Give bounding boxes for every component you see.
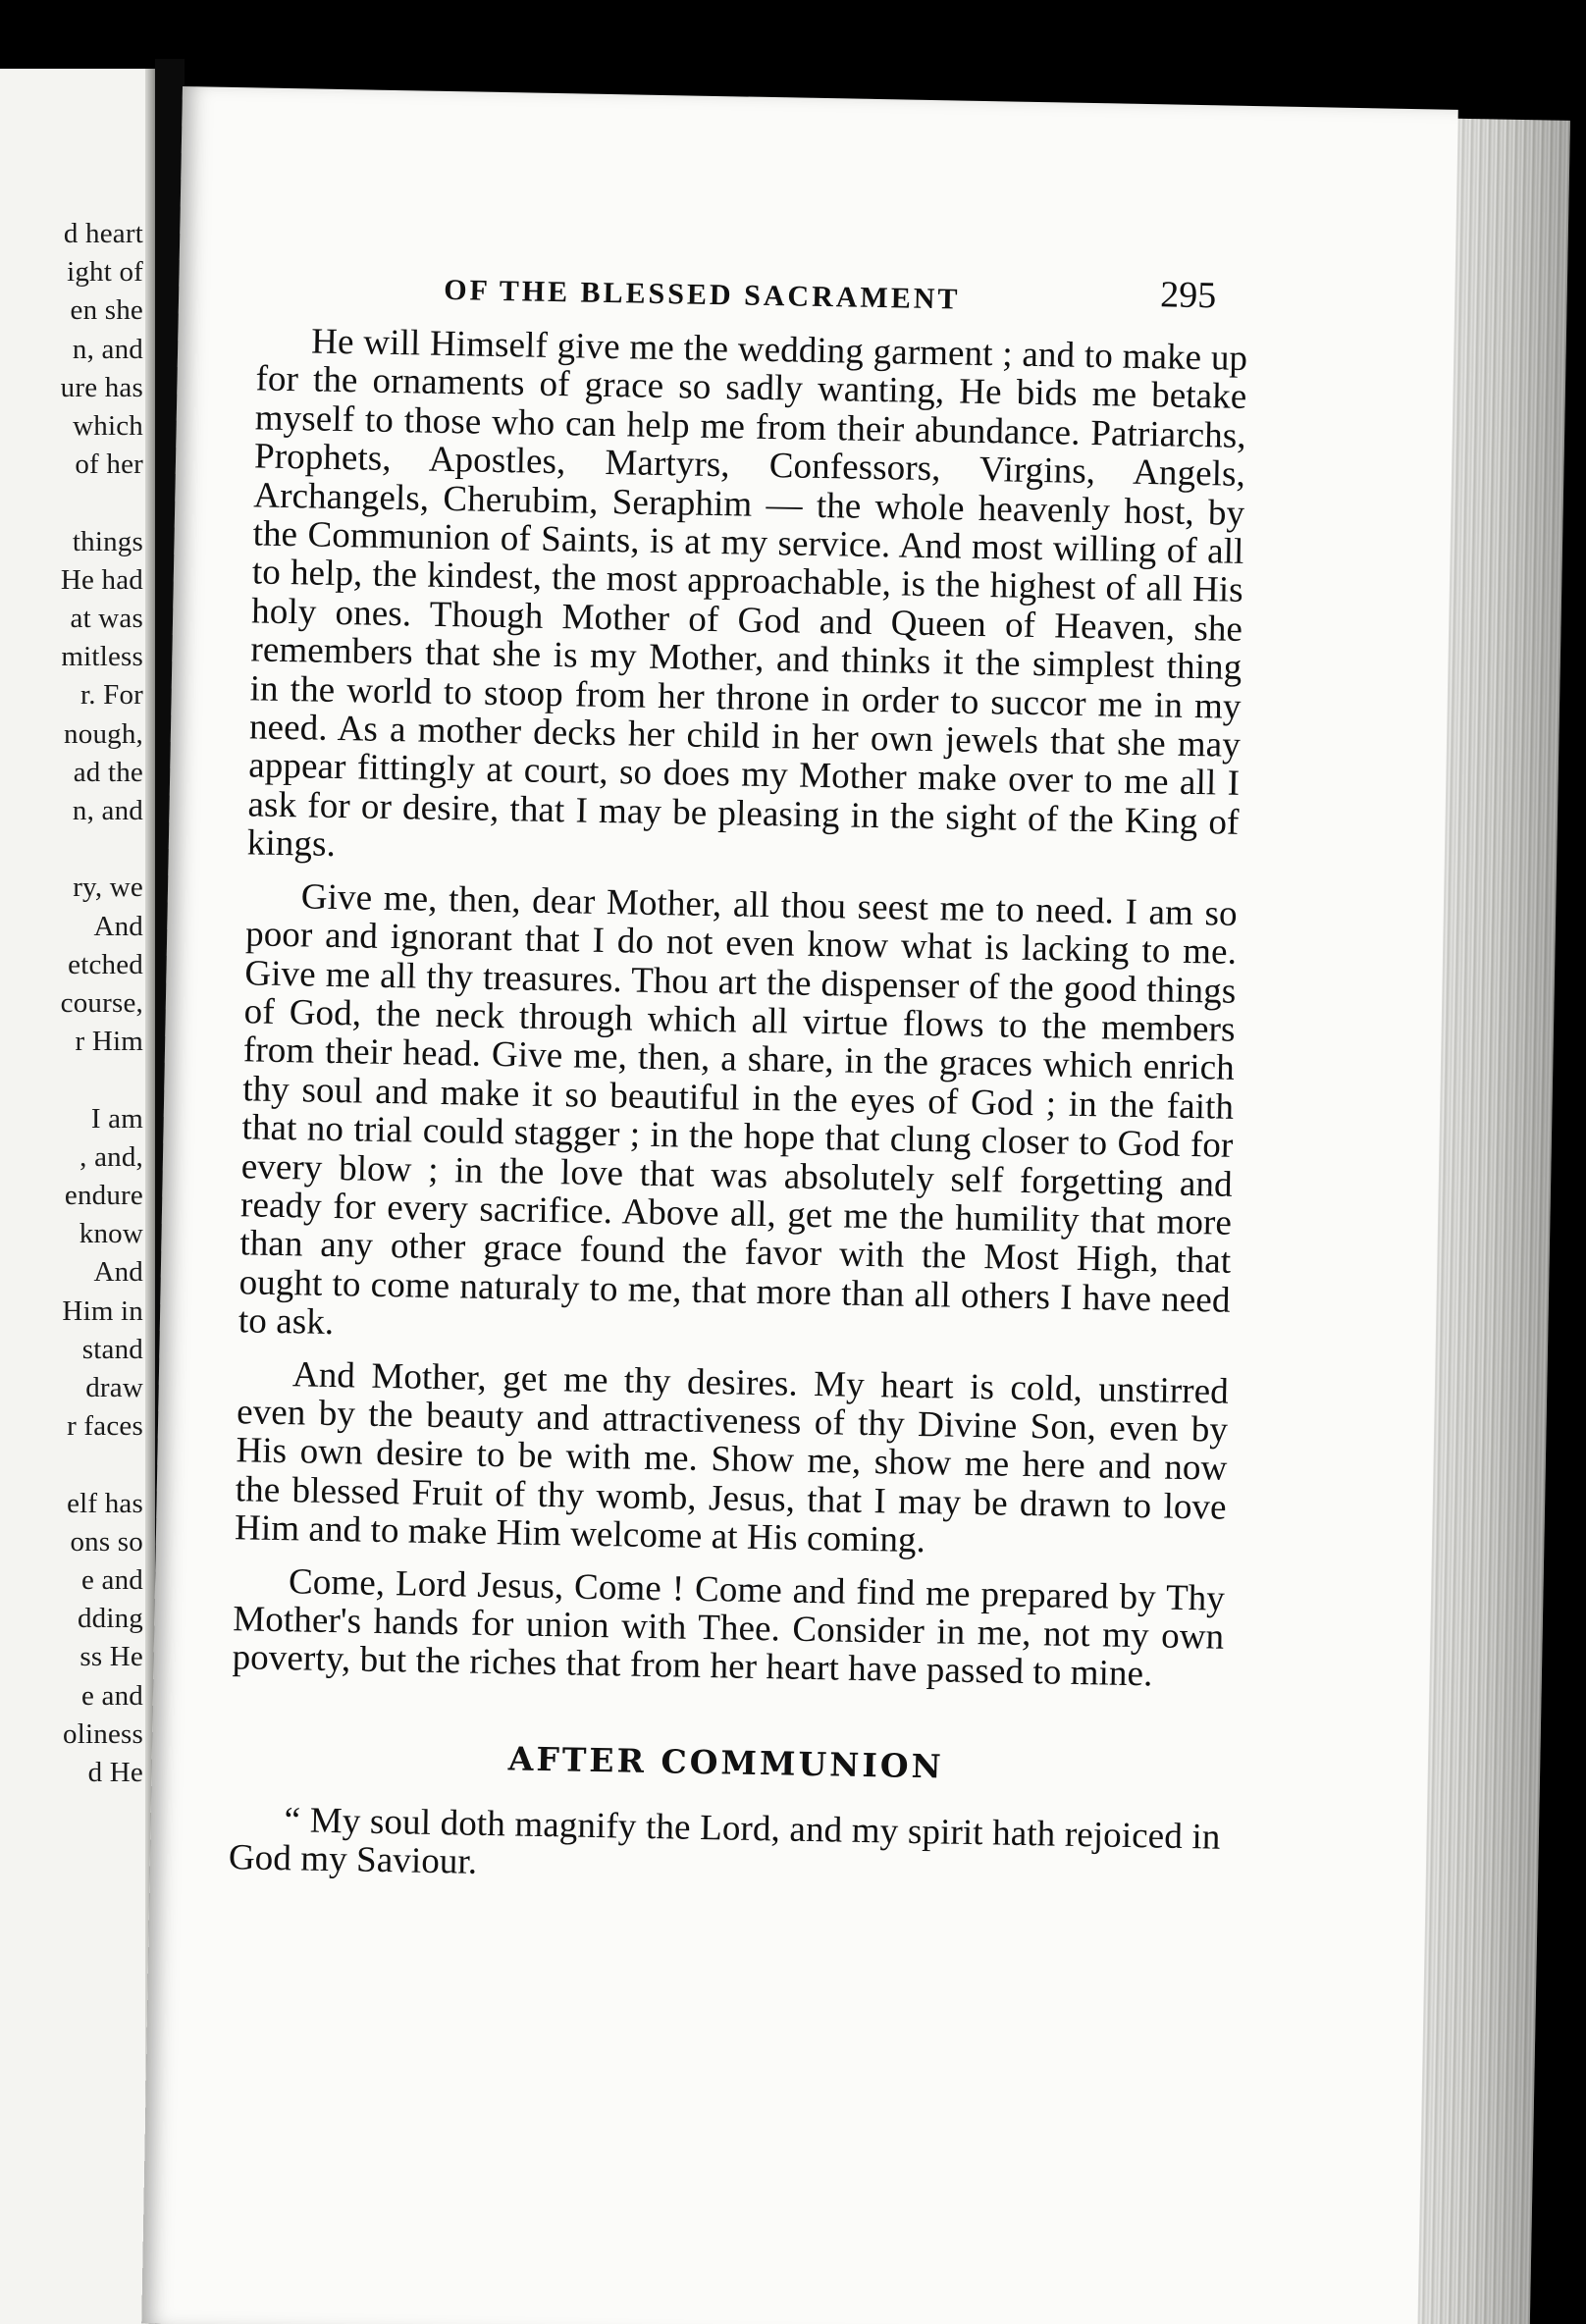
previous-page-line: of her: [75, 449, 143, 481]
previous-page-line: n, and: [72, 333, 143, 365]
previous-page-line: ight of: [67, 256, 143, 289]
previous-page-line: nough,: [64, 717, 143, 750]
book-page: [141, 86, 1458, 2324]
paragraph-mother-desires: And Mother, get me thy desires. My heart is cold, unstirred even by the beauty and attractiveness of thy Divine Son, even by His own desire to be with me. Show me, show me here and now the blessed Fruit of thy womb, Jesus, that I may be drawn to love Him and to make Him welcome at His coming.: [234, 1353, 1230, 1561]
previous-page-edge: [0, 69, 155, 2324]
previous-page-line: And: [93, 1256, 143, 1289]
previous-page-line: Him in: [62, 1294, 143, 1327]
previous-page-line: dding: [77, 1603, 143, 1635]
paragraph-give-me-mother: Give me, then, dear Mother, all thou seest me to need. I am so poor and ignorant that I do not even know what is lacking to me. Give me all thy treasures. Thou art the dispenser of the good things of God, the neck through which all virtue flows to the members from their head. Give me, then, a share, in the graces which enrich thy soul and make it so beautiful in the eyes of God ; in the faith that no trial could stagger ; in the hope that clung closer to God for every blow ; in the love that was absolutely self forgetting and ready for every sacrifice. Above all, get me the humility that more than any other grace found the favor with the Most High, that ought to come naturaly to me, that more than all others I have need to ask.: [238, 876, 1239, 1344]
previous-page-line: endure: [64, 1180, 143, 1211]
previous-page-line: ure has: [60, 371, 143, 403]
previous-page-line: ons so: [70, 1525, 143, 1558]
previous-page-line: elf has: [67, 1487, 143, 1519]
section-heading: AFTER COMMUNION: [507, 1739, 945, 1786]
previous-page-line: mitless: [61, 641, 143, 673]
previous-page-line: d heart: [63, 218, 143, 249]
previous-page-line: etched: [68, 948, 143, 980]
previous-page-line: d He: [87, 1757, 143, 1788]
previous-page-line: draw: [85, 1372, 143, 1403]
paragraph-come-lord-jesus: Come, Lord Jesus, Come ! Come and find me prepared by Thy Mother's hands for union with Thee. Consider in me, not my own poverty, but the riches that from her heart have passed to mine.: [232, 1560, 1226, 1695]
previous-page-line: r. For: [79, 679, 143, 712]
previous-page-line: know: [79, 1218, 143, 1250]
previous-page-line: He had: [60, 563, 143, 596]
previous-page-line: I am: [90, 1102, 143, 1135]
previous-page-line: And: [93, 910, 143, 942]
previous-page-line: things: [72, 525, 143, 557]
previous-page-line: ss He: [79, 1641, 143, 1673]
previous-page-line: oliness: [63, 1717, 143, 1750]
previous-page-line: e and: [81, 1679, 143, 1712]
previous-page-line: r faces: [67, 1410, 143, 1443]
previous-page-line: which: [73, 410, 143, 442]
previous-page-line: course,: [60, 987, 143, 1019]
running-head: OF THE BLESSED SACRAMENT: [443, 273, 961, 316]
previous-page-line: ry, we: [73, 872, 143, 904]
page-body: [228, 321, 1247, 1909]
page-number: 295: [1159, 274, 1217, 317]
previous-page-line: at was: [70, 603, 143, 634]
previous-page-line: stand: [81, 1333, 143, 1365]
paragraph-magnificat: “ My soul doth magnify the Lord, and my spirit hath rejoiced in God my Saviour.: [228, 1800, 1221, 1883]
previous-page-line: n, and: [72, 795, 143, 826]
previous-page-line: e and: [81, 1564, 143, 1596]
previous-page-line: en she: [70, 294, 143, 327]
previous-page-line: , and,: [79, 1140, 143, 1173]
paragraph-wedding-garment: He will Himself give me the wedding garment ; and to make up for the ornaments of grace so sadly wanting, He bids me betake myself to those who can help me from their abundance. Patriarchs, Prophets, Apostles, Martyrs, Confessors, Virgins, Angels, Archangels, Cherubim, Seraphim — the whole heavenly host, by the Communion of Saints, is at my service. And most willing of all to help, the kindest, the most approachable, is the highest of all His holy ones. Though Mother of God and Queen of Heaven, she remembers that she is my Mother, and thinks it the simplest thing in the world to stoop from her throne in order to succor me in my need. As a mother decks her child in her own jewels that she may appear fittingly at court, so does my Mother make over to me all I ask for or desire, that I may be pleasing in the sight of the King of kings.: [246, 321, 1248, 866]
previous-page-line: r Him: [75, 1026, 143, 1058]
previous-page-line: ad the: [73, 756, 143, 788]
